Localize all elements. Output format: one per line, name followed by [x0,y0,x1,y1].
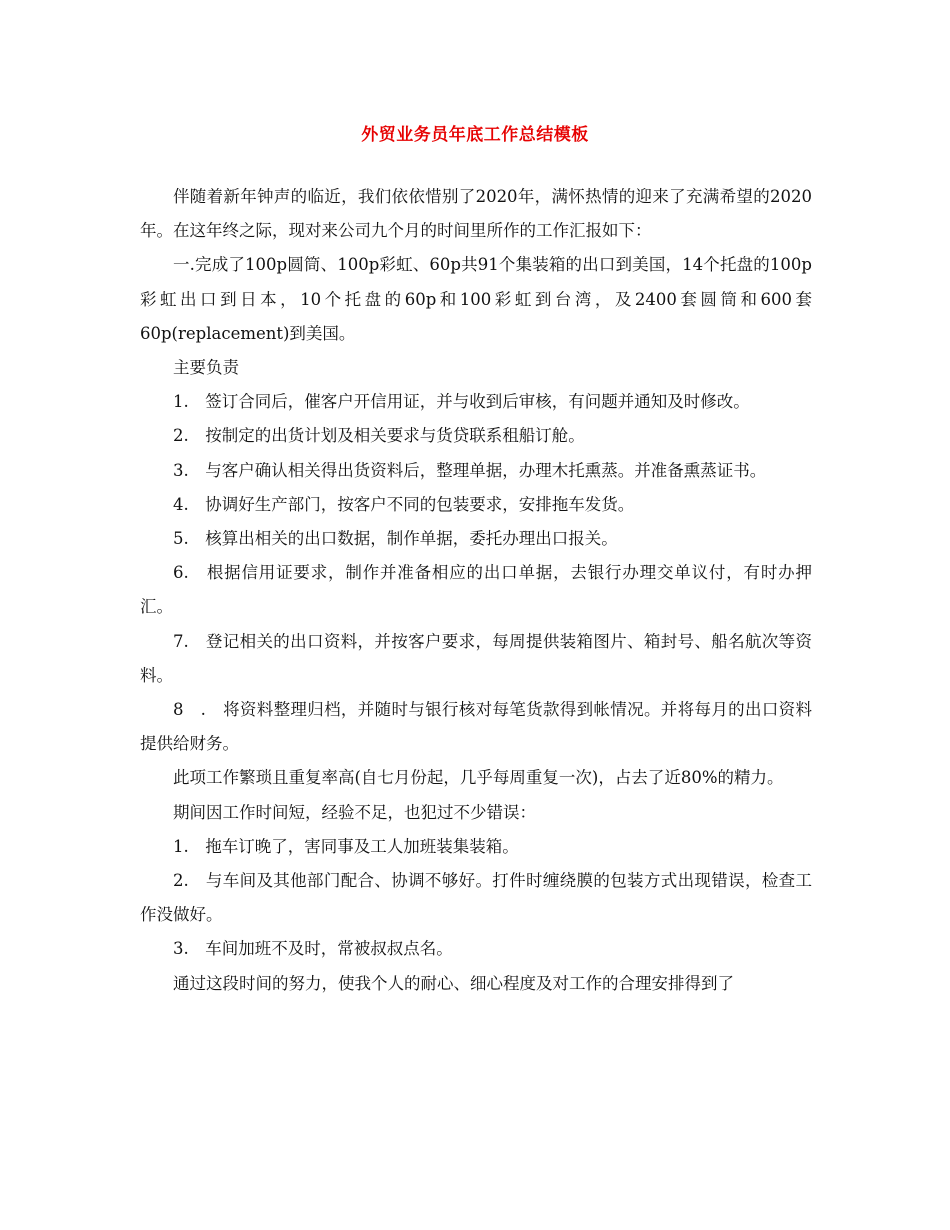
paragraph-summary-one: 一.完成了100p圆筒、100p彩虹、60p共91个集装箱的出口到美国，14个托盘的100p彩虹出口到日本，10个托盘的60p和100彩虹到台湾，及2400套圆筒和600套60p(replacement)到美国。 [140,255,812,343]
list-item-duty-1: 1. 签订合同后，催客户开信用证，并与收到后审核，有问题并通知及时修改。 [173,392,750,412]
list-item-duty-5: 5. 核算出相关的出口数据，制作单据，委托办理出口报关。 [173,529,618,549]
document-title: 外贸业务员年底工作总结模板 [361,125,589,145]
list-item-duty-2: 2. 按制定的出货计划及相关要求与货贷联系租船订舱。 [173,426,585,446]
list-item-duty-4: 4. 协调好生产部门，按客户不同的包装要求，安排拖车发货。 [173,494,635,514]
document-body [140,180,812,1001]
list-item-duty-3: 3. 与客户确认相关得出货资料后，整理单据，办理木托熏蒸。并准备熏蒸证书。 [173,460,767,480]
list-item-mistake-1: 1. 拖车订晚了，害同事及工人加班装集装箱。 [173,836,519,856]
paragraph-intro: 伴随着新年钟声的临近，我们依依惜别了2020年，满怀热情的迎来了充满希望的2020年。在这年终之际，现对来公司九个月的时间里所作的工作汇报如下： [140,187,812,241]
paragraph-workload: 此项工作繁琐且重复率高(自七月份起，几乎每周重复一次)，占去了近80%的精力。 [173,768,784,788]
list-item-duty-8: 8 . 将资料整理归档，并随时与银行核对每笔货款得到帐情况。并将每月的出口资料提供给财务。 [140,700,812,754]
paragraph-conclusion: 通过这段时间的努力，使我个人的耐心、细心程度及对工作的合理安排得到了 [173,973,734,993]
paragraph-main-duties-heading: 主要负责 [173,358,239,378]
paragraph-mistakes-heading: 期间因工作时间短，经验不足，也犯过不少错误： [173,802,536,822]
list-item-mistake-3: 3. 车间加班不及时，常被叔叔点名。 [173,939,453,959]
list-item-mistake-2: 2. 与车间及其他部门配合、协调不够好。打件时缠绕膜的包装方式出现错误，检查工作没做好。 [140,871,812,925]
list-item-duty-7: 7. 登记相关的出口资料，并按客户要求，每周提供装箱图片、箱封号、船名航次等资料。 [140,631,812,685]
list-item-duty-6: 6. 根据信用证要求，制作并准备相应的出口单据，去银行办理交单议付，有时办押汇。 [140,563,812,617]
